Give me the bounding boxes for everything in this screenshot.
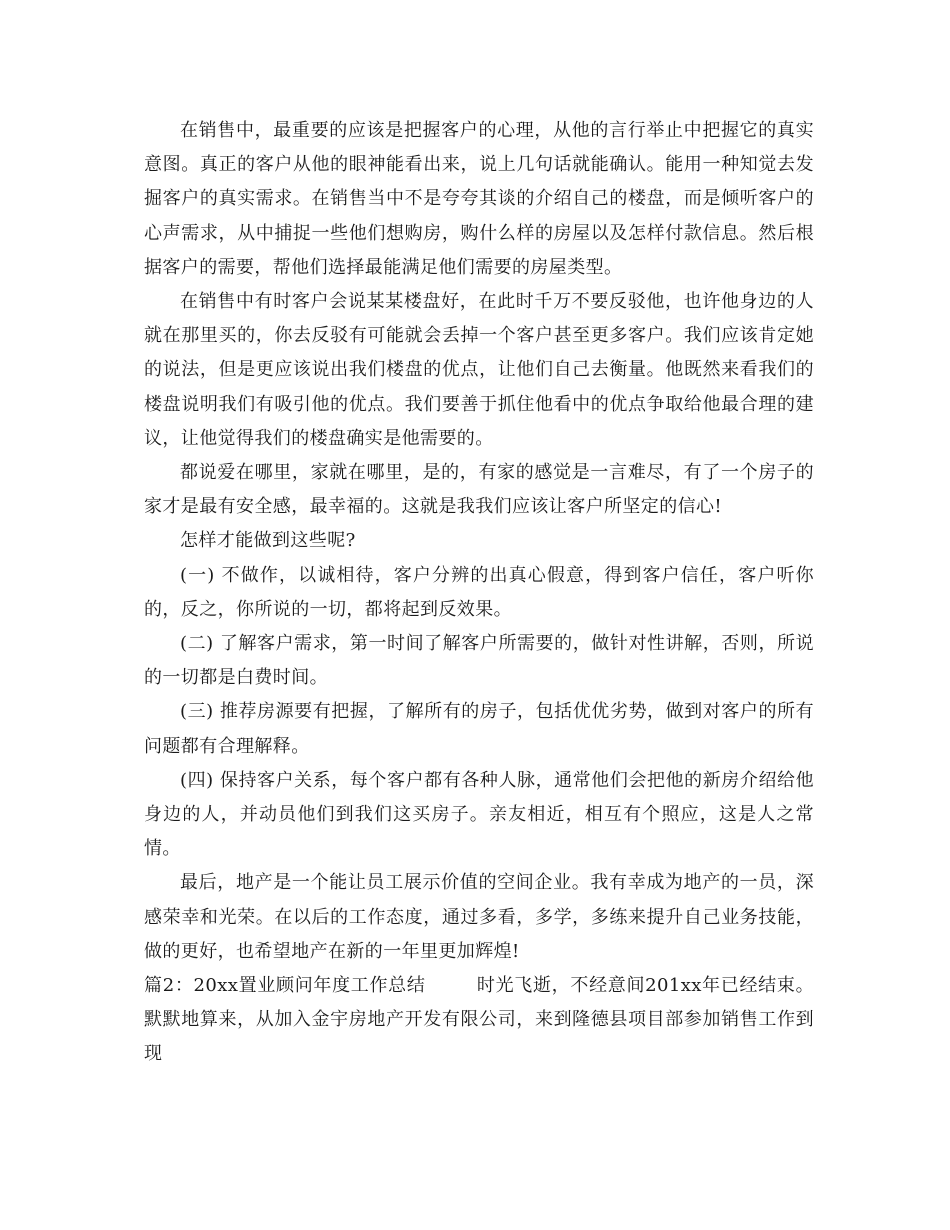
paragraph-4: 怎样才能做到这些呢? <box>180 530 356 552</box>
paragraph-6: (二) 了解客户需求，第一时间了解客户所需要的，做针对性讲解，否则，所说的一切都是白费时间。 <box>144 633 814 689</box>
document-body <box>144 114 814 1072</box>
section-paragraph <box>144 969 814 1072</box>
section-text: 时光飞逝，不经意间201xx年已经结束。默默地算来，从加入金宇房地产开发有限公司，来到隆德县项目部参加销售工作到现 <box>144 975 814 1065</box>
paragraph-1: 在销售中，最重要的应该是把握客户的心理，从他的言行举止中把握它的真实意图。真正的客户从他的眼神能看出来，说上几句话就能确认。能用一种知觉去发掘客户的真实需求。在销售当中不是夸夸其谈的介绍自己的楼盘，而是倾听客户的心声需求，从中捕捉一些他们想购房，购什么样的房屋以及怎样付款信息。然后根据客户的需要，帮他们选择最能满足他们需要的房屋类型。 <box>144 120 814 278</box>
paragraph-2: 在销售中有时客户会说某某楼盘好，在此时千万不要反驳他，也许他身边的人就在那里买的，你去反驳有可能就会丢掉一个客户甚至更多客户。我们应该肯定她的说法，但是更应该说出我们楼盘的优点，让他们自己去衡量。他既然来看我们的楼盘说明我们有吸引他的优点。我们要善于抓住他看中的优点争取给他最合理的建议，让他觉得我们的楼盘确实是他需要的。 <box>144 291 814 449</box>
paragraph-9: 最后，地产是一个能让员工展示价值的空间企业。我有幸成为地产的一员，深感荣幸和光荣。在以后的工作态度，通过多看，多学，多练来提升自己业务技能，做的更好，也希望地产在新的一年里更加辉煌! <box>144 872 814 962</box>
section-title: 篇2：20xx置业顾问年度工作总结 <box>144 975 426 997</box>
paragraph-5: (一) 不做作，以诚相待，客户分辨的出真心假意，得到客户信任，客户听你的，反之，你所说的一切，都将起到反效果。 <box>144 564 814 620</box>
paragraph-8: (四) 保持客户关系，每个客户都有各种人脉，通常他们会把他的新房介绍给他身边的人，并动员他们到我们这买房子。亲友相近，相互有个照应，这是人之常情。 <box>144 769 814 860</box>
paragraph-7: (三) 推荐房源要有把握，了解所有的房子，包括优优劣势，做到对客户的所有问题都有合理解释。 <box>144 701 814 757</box>
paragraph-3: 都说爱在哪里，家就在哪里，是的，有家的感觉是一言难尽，有了一个房子的家才是最有安全感，最幸福的。这就是我我们应该让客户所坚定的信心! <box>144 462 814 518</box>
